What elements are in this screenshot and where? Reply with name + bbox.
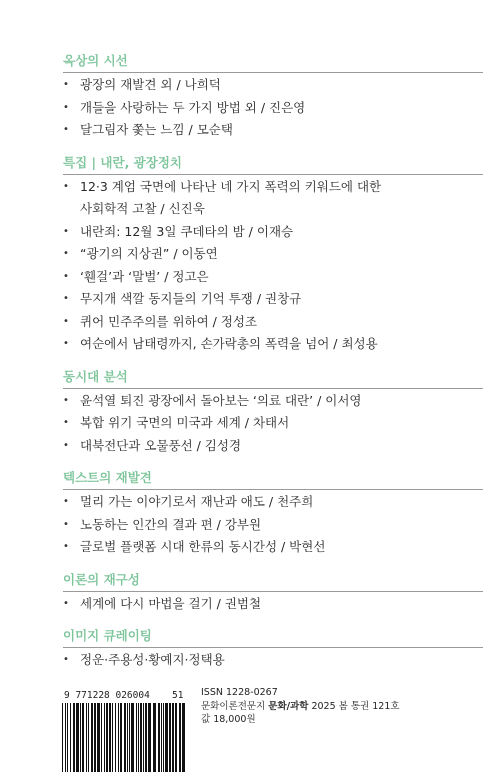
barcode-bar — [65, 703, 66, 772]
section-divider — [63, 489, 483, 490]
barcode-number: 9 771228 026004 — [64, 690, 150, 701]
barcode-bar — [131, 703, 134, 772]
barcode-bar — [73, 703, 75, 772]
toc-entry: • 노동하는 인간의 결과 편 / 강부원 — [63, 514, 483, 537]
issn: ISSN 1228-0267 — [201, 687, 278, 698]
section-divider — [63, 388, 483, 389]
barcode-bar — [163, 703, 164, 772]
barcode-bar — [88, 703, 89, 772]
publication-info — [201, 686, 400, 727]
toc-entry: • 윤석열 퇴진 광장에서 돌아보는 ‘의료 대란’ / 이서영 — [63, 390, 483, 413]
toc-section — [63, 467, 483, 559]
barcode-bar — [104, 703, 105, 772]
barcode-bar — [91, 703, 93, 772]
barcode-bar — [145, 703, 147, 772]
toc-section — [63, 50, 483, 142]
price: 값 18,000원 — [201, 714, 256, 725]
barcode-bar — [94, 703, 96, 772]
barcode-bar — [158, 703, 160, 772]
barcode-bar — [172, 703, 174, 772]
barcode-bar — [153, 703, 156, 772]
section-divider — [63, 591, 483, 592]
section-title: 텍스트의 재발견 — [63, 470, 152, 485]
barcode-bar — [127, 703, 128, 772]
section-divider — [63, 647, 483, 648]
barcode-bar — [165, 703, 168, 772]
toc-section — [63, 569, 483, 616]
barcode-bar — [129, 703, 130, 772]
section-title: 이론의 재구성 — [63, 571, 140, 587]
barcode-bar — [76, 703, 79, 772]
section-divider — [63, 174, 483, 175]
toc-entry-continued: 사회학적 고찰 / 신진욱 — [80, 201, 205, 216]
magazine-line-suffix: 2025 봄 통권 121호 — [308, 700, 400, 712]
magazine-line-prefix: 문화이론전문지 — [201, 700, 269, 712]
toc-entry: • 12·3 계엄 국면에 나타난 네 가지 폭력의 키워드에 대한 — [63, 176, 483, 199]
toc-entry: • 내란죄: 12월 3일 쿠데타의 밤 / 이재승 — [63, 221, 483, 244]
section-title: 옥상의 시선 — [63, 53, 128, 68]
barcode-bar — [124, 703, 126, 772]
barcode-bar — [161, 703, 162, 772]
section-divider — [63, 72, 483, 73]
barcode-bar — [97, 703, 100, 772]
barcode-bar — [120, 703, 122, 772]
barcode-bar — [140, 703, 142, 772]
barcode-bar — [80, 703, 81, 772]
barcode-bar — [109, 703, 111, 772]
barcode-bar — [182, 703, 185, 772]
toc-entry: • 개들을 사랑하는 두 가지 방법 외 / 진은영 — [63, 97, 483, 120]
toc-entry: • 복합 위기 국면의 미국과 세계 / 차태서 — [63, 412, 483, 435]
barcode-bar — [175, 703, 177, 772]
barcode-bar — [138, 703, 139, 772]
toc-entry: • 퀴어 민주주의를 위하여 / 정성조 — [63, 311, 483, 334]
toc-section — [63, 366, 483, 458]
toc-entry: • “광기의 지상권” / 이동연 — [63, 243, 483, 266]
table-of-contents — [63, 50, 483, 672]
barcode-bar — [62, 703, 63, 772]
barcode-bar — [82, 703, 84, 772]
toc-entry: • 여순에서 남태령까지, 손가락총의 폭력을 넘어 / 최성용 — [63, 333, 483, 356]
toc-entry: • 대북전단과 오물풍선 / 김성경 — [63, 435, 483, 458]
section-title: 특집 | 내란, 광장정치 — [63, 154, 182, 170]
toc-entry: • 광장의 재발견 외 / 나희덕 — [63, 74, 483, 97]
barcode-bar — [101, 703, 102, 772]
barcode-bar — [136, 703, 137, 772]
section-title: 동시대 분석 — [63, 368, 128, 384]
toc-section — [63, 625, 483, 672]
toc-entry: • 무지개 색깔 동지들의 기억 투쟁 / 권창규 — [63, 288, 483, 311]
barcode-bar — [148, 703, 151, 772]
barcode-bar — [86, 703, 87, 772]
issue-code: 51 — [172, 690, 184, 701]
barcode-bar — [143, 703, 144, 772]
toc-section — [63, 152, 483, 356]
barcode-bar — [70, 703, 71, 772]
barcode-image — [62, 703, 187, 772]
barcode-bar — [106, 703, 108, 772]
toc-entry: • ‘휀걸’과 ‘말벌’ / 정고은 — [63, 266, 483, 289]
barcode-bar — [169, 703, 171, 772]
barcode-bar — [115, 703, 116, 772]
toc-entry: • 멀리 가는 이야기로서 재난과 애도 / 천주희 — [63, 491, 483, 514]
barcode-bar — [179, 703, 181, 772]
toc-entry: • 달그림자 쫓는 느낌 / 모순택 — [63, 119, 483, 142]
section-title: 이미지 큐레이팅 — [63, 628, 152, 643]
toc-entry: • 정운·주용성·황예지·정택용 — [63, 649, 483, 672]
barcode-bar — [67, 703, 68, 772]
toc-entry: • 세계에 다시 마법을 걸기 / 권범철 — [63, 593, 483, 616]
barcode-bar — [118, 703, 119, 772]
magazine-line — [201, 700, 400, 714]
toc-entry: • 글로벌 플랫폼 시대 한류의 동시간성 / 박현선 — [63, 536, 483, 559]
barcode-bar — [112, 703, 113, 772]
magazine-name: 문화/과학 — [268, 700, 309, 712]
